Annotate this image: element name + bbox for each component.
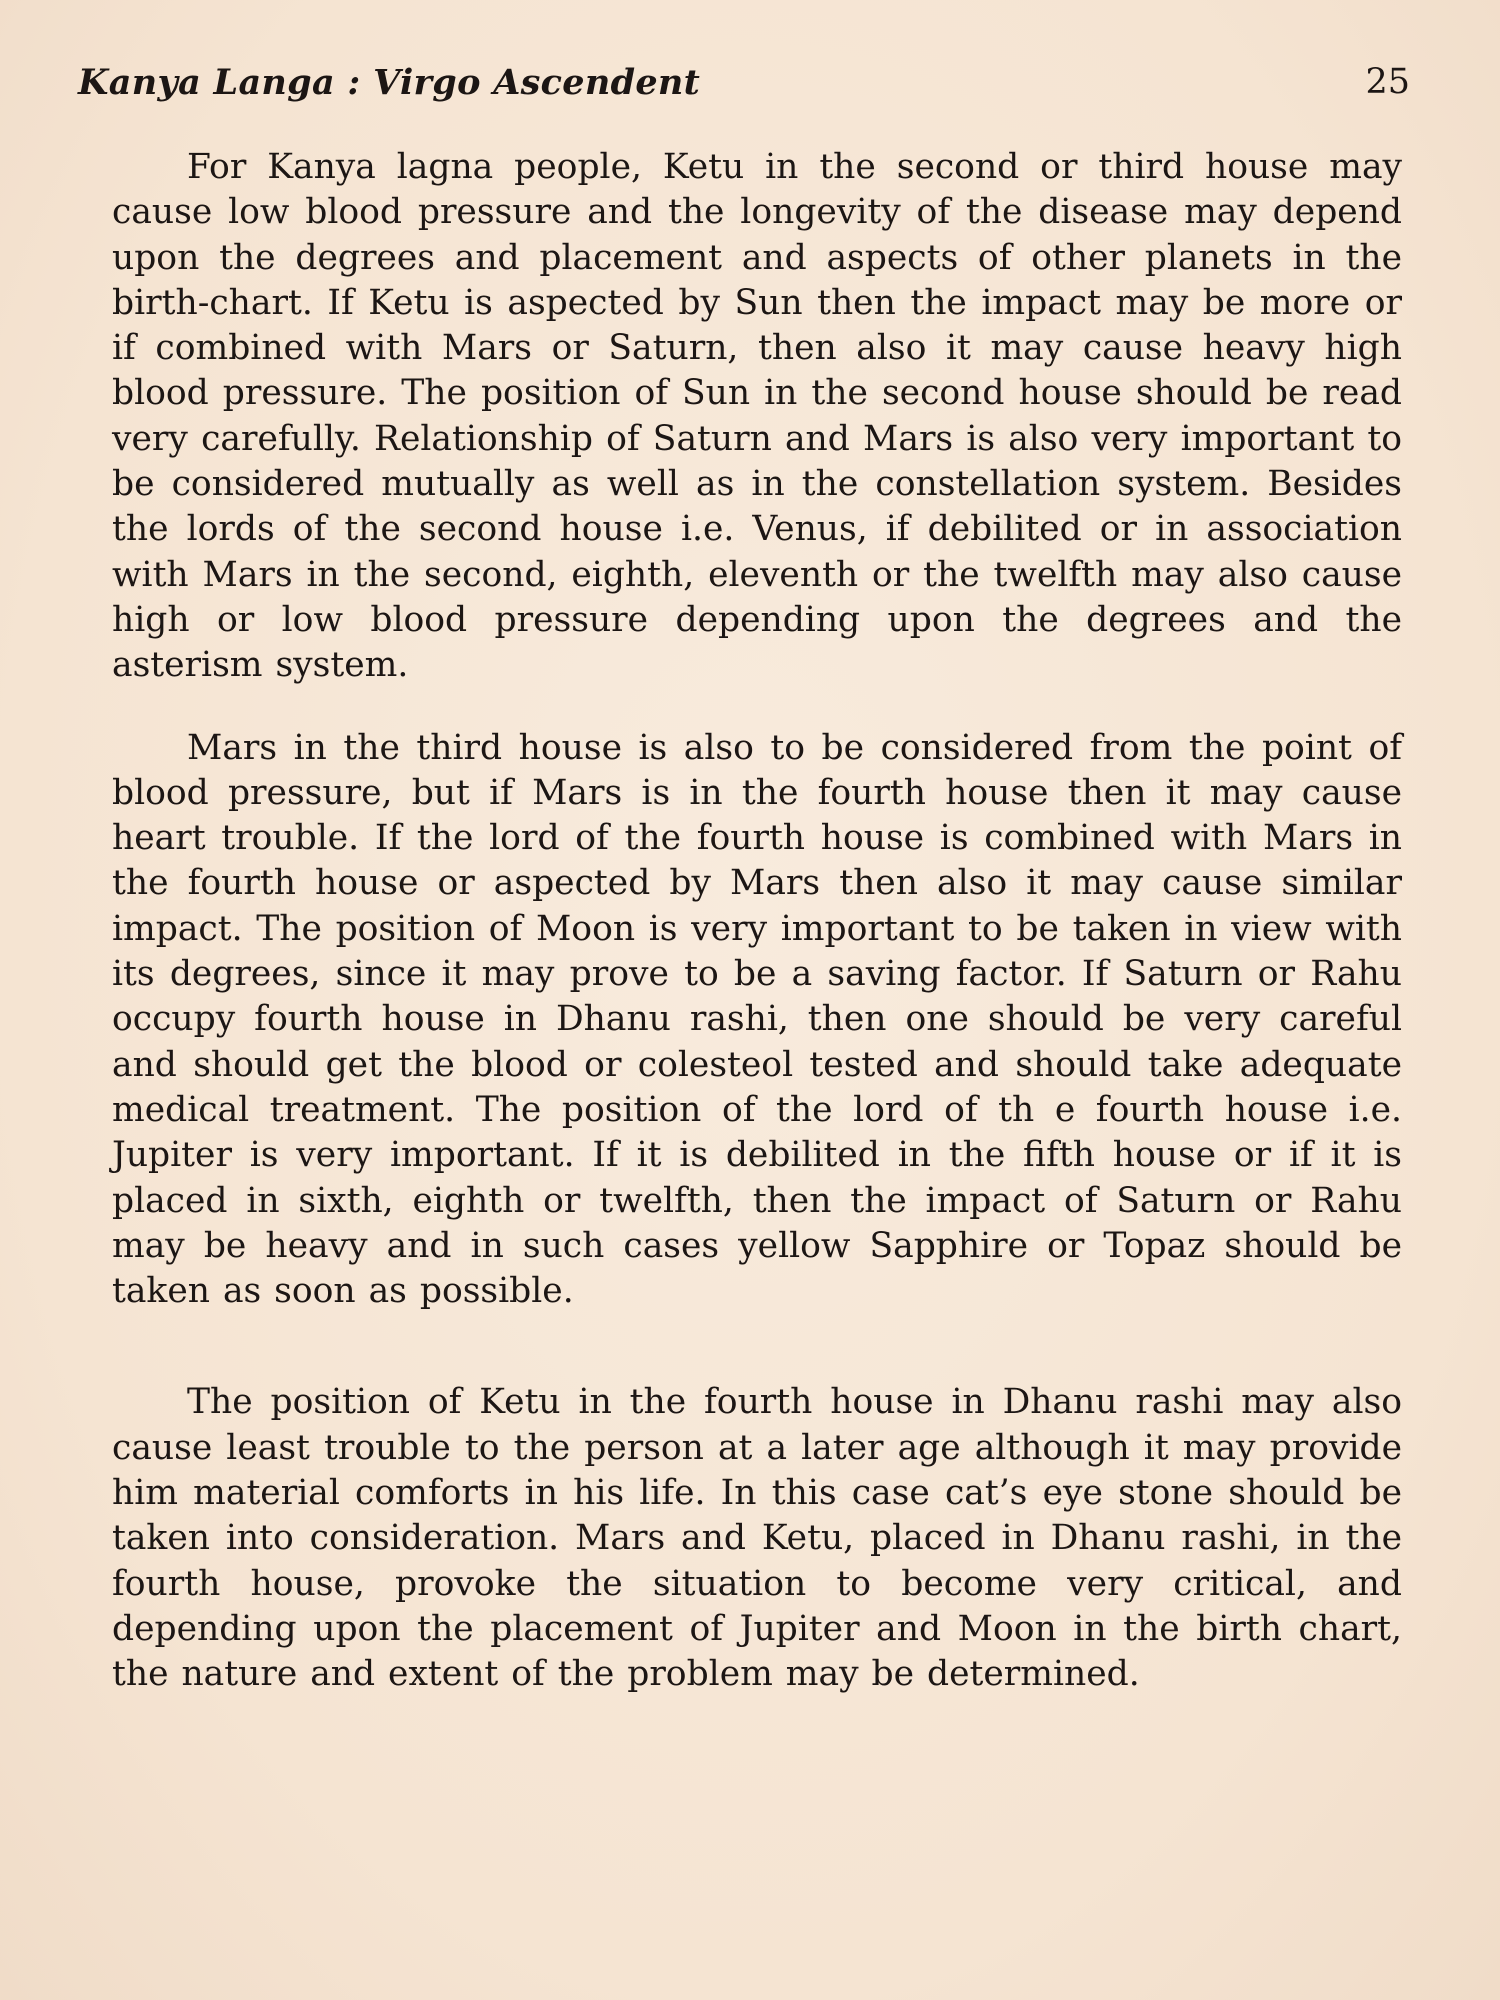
paragraph-mars-third-fourth-house: Mars in the third house is also to be considered from the point of blood pressure, but if Mars is in the fourth house then it may cause heart trouble. If the lord of the fourth house is combined with Mars in the fourth house or aspected by Mars then also it may cause similar impact. The position of Moon is very important to be taken in view with its degrees, since it may prove to be a saving factor. If Saturn or Rahu occupy fourth house in Dhanu rashi, then one should be very careful and should get the blood or colesteol tested and should take adequate medical treatment. The position of the lord of th e fourth house i.e. Jupiter is very important. If it is debilited in the fifth house or if it is placed in sixth, eighth or twelfth, then the impact of Saturn or Rahu may be heavy and in such cases yellow Sapphire or Topaz should be taken as soon as possible. — [112, 727, 1402, 1312]
paragraph-ketu-fourth-house-dhanu: The position of Ketu in the fourth house in Dhanu rashi may also cause least trouble to the person at a later age although it may provide him material comforts in his life. In this case cat’s eye stone should be taken into consideration. Mars and Ketu, placed in Dhanu rashi, in the fourth house, provoke the situation to become very critical, and depending upon the placement of Jupiter and Moon in the birth chart, the nature and extent of the problem may be determined. — [112, 1382, 1402, 1695]
paragraph-ketu-second-third-house: For Kanya lagna people, Ketu in the second or third house may cause low blood pressure and the longevity of the disease may depend upon the degrees and placement and aspects of other planets in the birth-chart. If Ketu is aspected by Sun then the impact may be more or if combined with Mars or Saturn, then also it may cause heavy high blood pressure. The position of Sun in the second house should be read very carefully. Relationship of Saturn and Mars is also very important to be considered mutually as well as in the constellation system. Besides the lords of the second house i.e. Venus, if debilited or in association with Mars in the second, eighth, eleventh or the twelfth may also cause high or low blood pressure depending upon the degrees and the asterism system. — [112, 147, 1402, 686]
running-title: Kanya Langa : Virgo Ascendent — [78, 62, 701, 103]
body-text — [112, 145, 1402, 1698]
page-number: 25 — [1365, 62, 1410, 102]
